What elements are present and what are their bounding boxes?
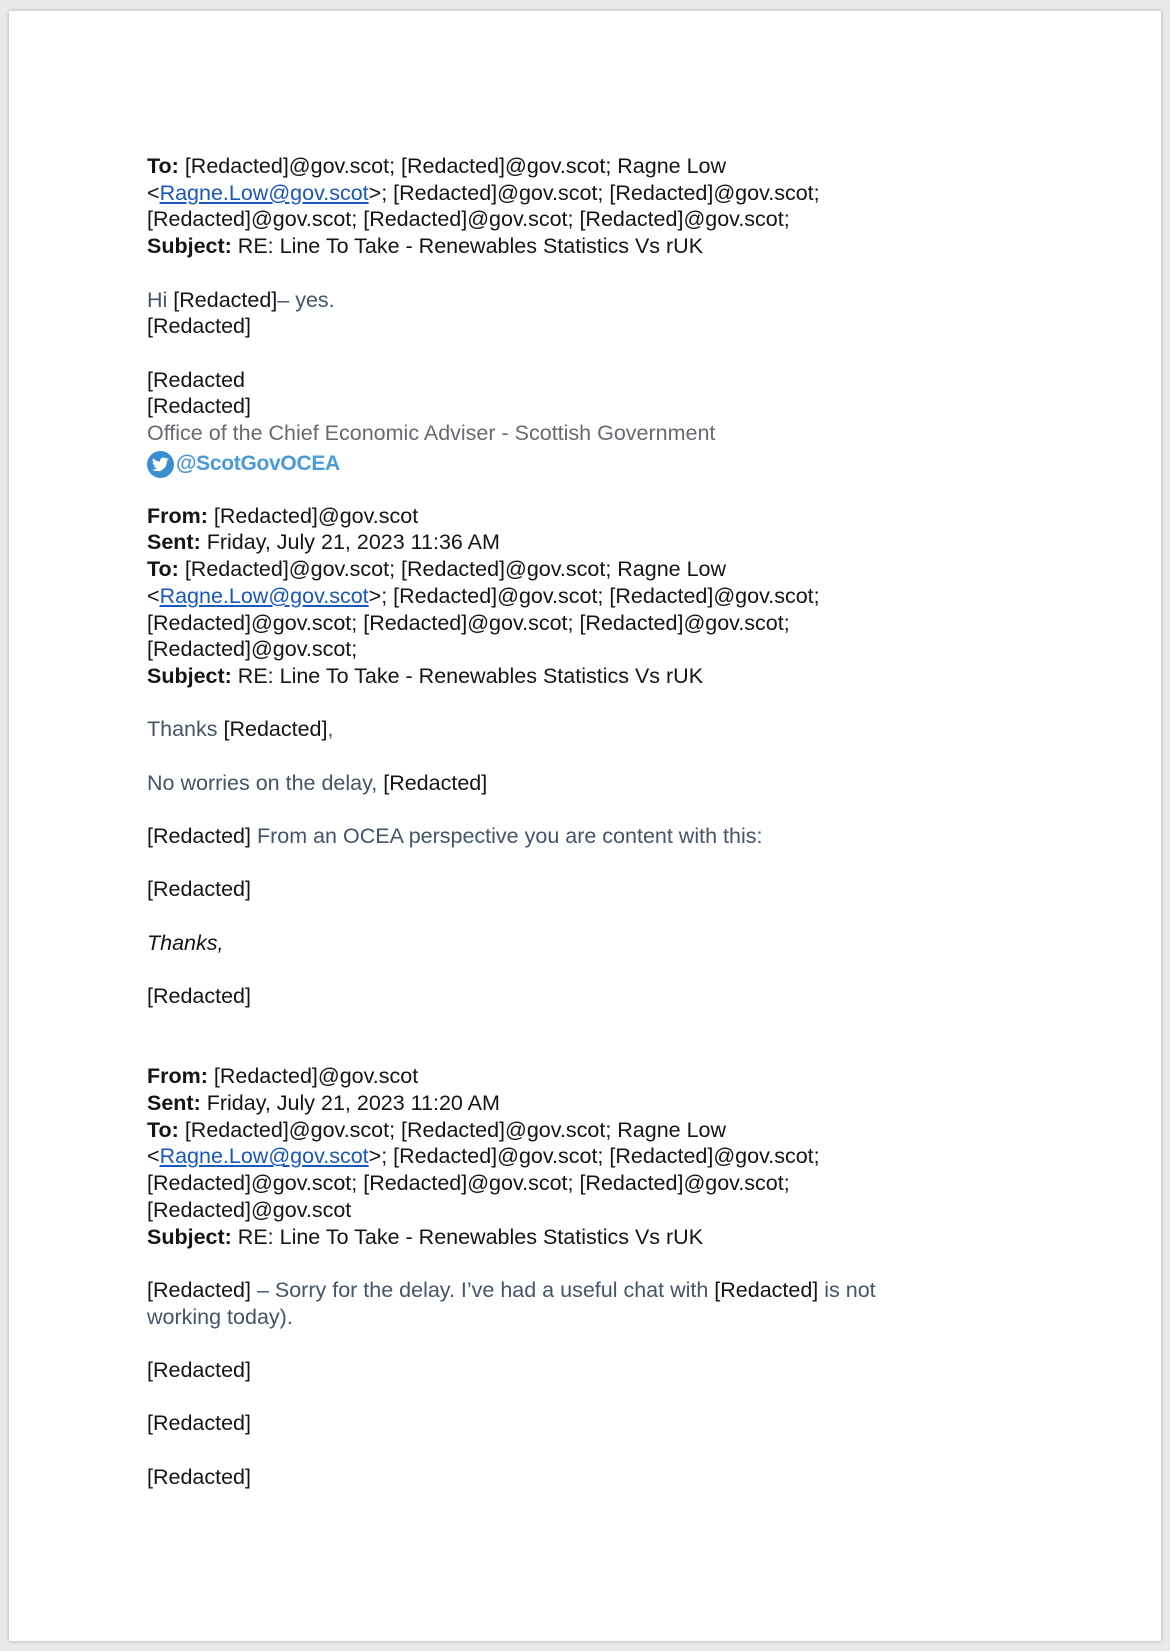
email2-signoff: Thanks,: [147, 930, 224, 955]
from-address: [Redacted]@gov.scot: [207, 1064, 419, 1089]
from-label: From:: [147, 503, 208, 528]
to-label: To:: [147, 1117, 179, 1142]
angle-open: <: [147, 180, 160, 205]
comma: ,: [327, 717, 334, 742]
email-link[interactable]: Ragne.Low@gov.scot: [159, 583, 369, 608]
subject-text: RE: Line To Take - Renewables Statistics Vs rUK: [231, 1224, 704, 1249]
email-thread: [147, 153, 1107, 1491]
to-recipients-cont: >; [Redacted]@gov.scot; [Redacted]@gov.scot;: [368, 180, 820, 205]
email2-para1: [147, 716, 1107, 743]
email3-para2: [Redacted]: [147, 1358, 251, 1383]
email-link[interactable]: Ragne.Low@gov.scot: [159, 1144, 369, 1169]
sent-label: Sent:: [147, 530, 201, 555]
email3-para3: [Redacted]: [147, 1411, 251, 1436]
redacted-name: [Redacted]: [714, 1277, 819, 1302]
email3-to-line4: [Redacted]@gov.scot: [147, 1197, 352, 1222]
sent-date: Friday, July 21, 2023 11:36 AM: [200, 530, 500, 555]
email1-to-line2: [147, 180, 1107, 207]
no-worries-text: No worries on the delay,: [147, 770, 384, 795]
to-recipients: [Redacted]@gov.scot; [Redacted]@gov.scot; Ragne Low: [178, 557, 727, 582]
twitter-link[interactable]: [147, 450, 1107, 480]
email1-to-line3: [Redacted]@gov.scot; [Redacted]@gov.scot; [Redacted]@gov.scot;: [147, 207, 790, 232]
not-working-text: is not working today).: [147, 1277, 876, 1329]
signature-title: [Redacted]: [147, 394, 251, 419]
subject-label: Subject:: [147, 663, 232, 688]
subject-label: Subject:: [147, 234, 232, 259]
greeting-rest: – yes.: [277, 287, 335, 312]
email3-sent: [147, 1090, 1107, 1117]
from-label: From:: [147, 1064, 208, 1089]
email3-from: [147, 1063, 1107, 1090]
email1-subject: [147, 233, 1107, 260]
document-page: [9, 11, 1161, 1641]
email3-para4: [Redacted]: [147, 1464, 251, 1489]
angle-open: <: [147, 583, 160, 608]
signature-name: [Redacted: [147, 367, 246, 392]
email1-body: [Redacted]: [147, 314, 251, 339]
sent-date: Friday, July 21, 2023 11:20 AM: [200, 1091, 500, 1116]
to-label: To:: [147, 557, 179, 582]
email3-to: [147, 1117, 1107, 1144]
from-address: [Redacted]@gov.scot: [207, 503, 419, 528]
email2-to-line3: [Redacted]@gov.scot; [Redacted]@gov.scot; [Redacted]@gov.scot;: [147, 610, 790, 635]
twitter-handle: @ScotGovOCEA: [176, 452, 340, 476]
signature-office: Office of the Chief Economic Adviser - Scottish Government: [147, 421, 716, 445]
email1-to: [147, 153, 1107, 180]
email2-to-line2: [147, 583, 1107, 610]
twitter-bird-icon: [147, 451, 174, 478]
email1-greeting: [147, 287, 1107, 314]
redacted-name: [Redacted]: [173, 287, 278, 312]
email3-to-line3: [Redacted]@gov.scot; [Redacted]@gov.scot; [Redacted]@gov.scot;: [147, 1171, 790, 1196]
email2-sent: [147, 529, 1107, 556]
greeting-hi: Hi: [147, 287, 174, 312]
email3-subject: [147, 1224, 1107, 1251]
email2-para2: [147, 770, 1107, 797]
redacted-name: [Redacted]: [223, 717, 328, 742]
redacted-name: [Redacted]: [147, 824, 251, 849]
email2-subject: [147, 663, 1107, 690]
email2-para4: [Redacted]: [147, 877, 251, 902]
email-link[interactable]: Ragne.Low@gov.scot: [159, 180, 369, 205]
sent-label: Sent:: [147, 1091, 201, 1116]
email2-to-line4: [Redacted]@gov.scot;: [147, 637, 358, 662]
ocea-text: From an OCEA perspective you are content with this:: [250, 824, 763, 849]
sorry-text: – Sorry for the delay. I’ve had a useful chat with: [250, 1277, 715, 1302]
redacted-name: [Redacted]: [383, 770, 488, 795]
to-recipients: [Redacted]@gov.scot; [Redacted]@gov.scot; Ragne Low: [178, 154, 727, 178]
to-recipients: [Redacted]@gov.scot; [Redacted]@gov.scot; Ragne Low: [178, 1117, 727, 1142]
redacted-name: [Redacted]: [147, 1277, 251, 1302]
subject-text: RE: Line To Take - Renewables Statistics Vs rUK: [231, 663, 704, 688]
email2-para3: [147, 823, 1107, 850]
email3-para1: [147, 1277, 947, 1330]
email2-to: [147, 556, 1107, 583]
to-recipients-cont: >; [Redacted]@gov.scot; [Redacted]@gov.scot;: [368, 1144, 820, 1169]
to-label: To:: [147, 154, 179, 178]
email2-signature: [Redacted]: [147, 984, 251, 1009]
to-recipients-cont: >; [Redacted]@gov.scot; [Redacted]@gov.scot;: [368, 583, 820, 608]
email3-to-line2: [147, 1143, 1107, 1170]
angle-open: <: [147, 1144, 160, 1169]
thanks-text: Thanks: [147, 717, 224, 742]
email2-from: [147, 503, 1107, 530]
subject-label: Subject:: [147, 1224, 232, 1249]
subject-text: RE: Line To Take - Renewables Statistics Vs rUK: [231, 234, 704, 259]
